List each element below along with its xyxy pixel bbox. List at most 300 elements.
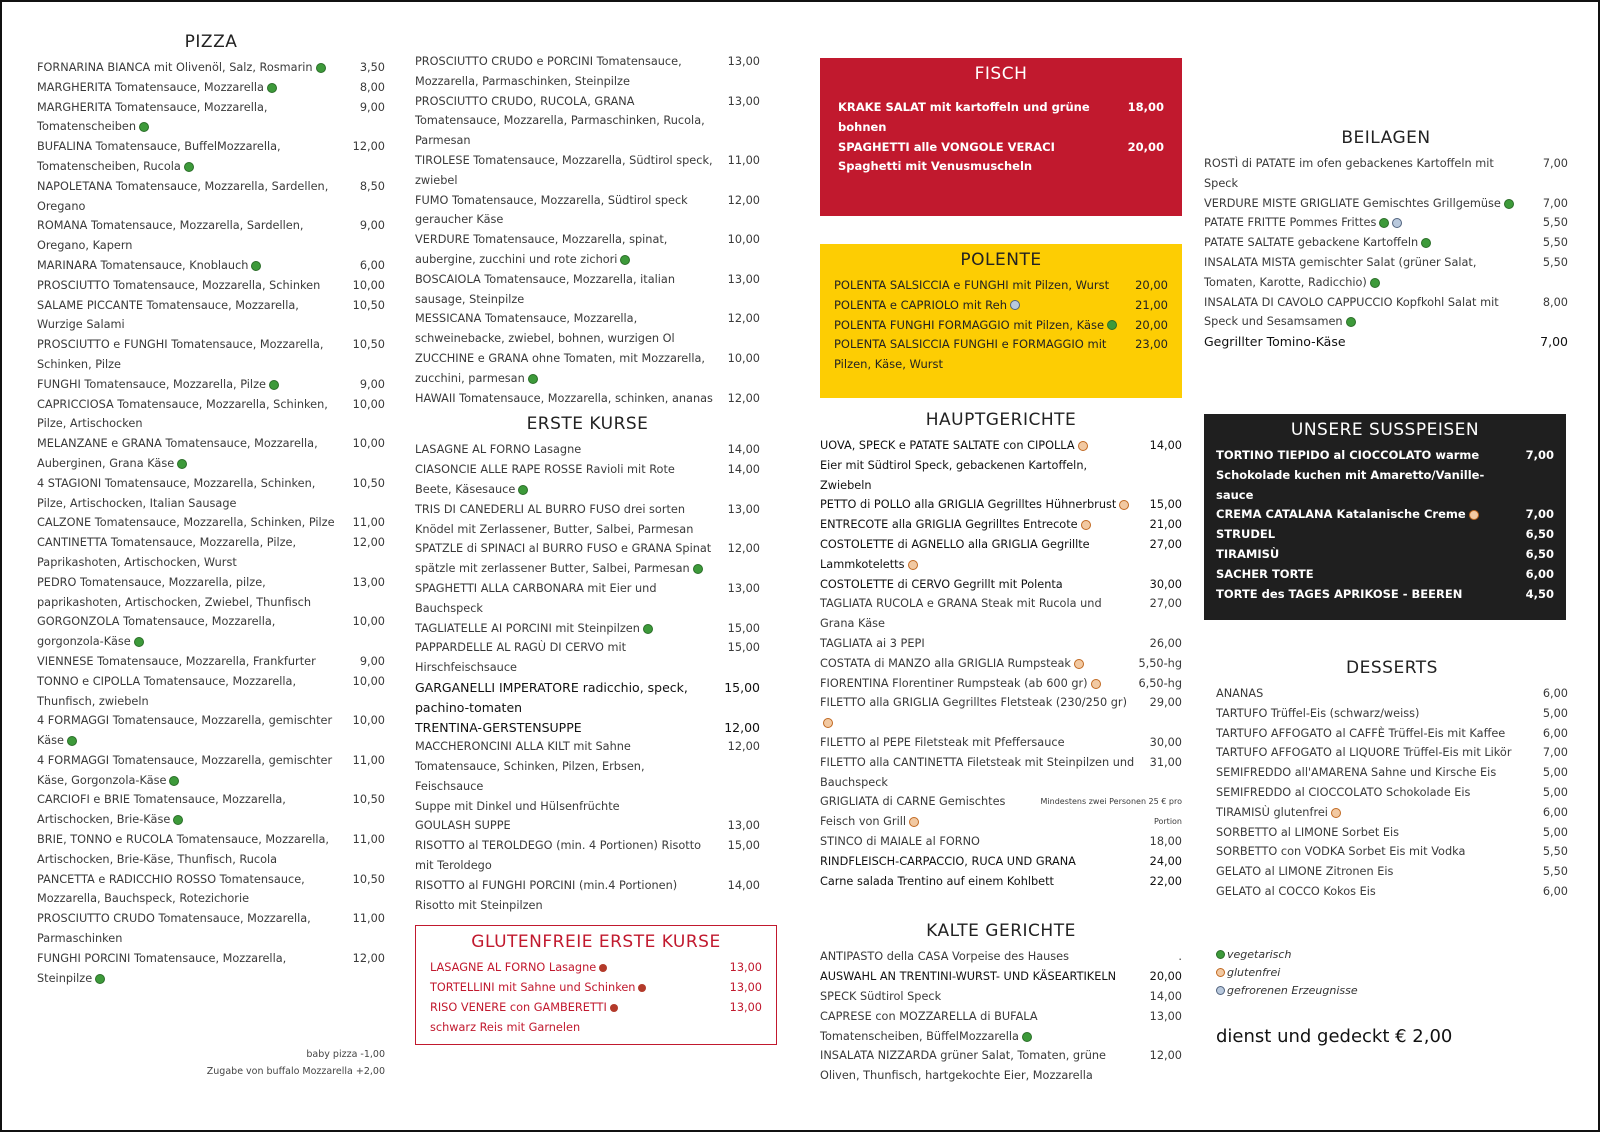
menu-item-price: 26,00: [1149, 636, 1182, 650]
menu-item-name: MESSICANA Tomatensauce, Mozzarella, schweinebacke, zwiebel, bohnen, wurzigen Ol: [415, 312, 675, 346]
menu-item-name: TRIS DI CANEDERLI AL BURRO FUSO drei sorten Knödel mit Zerlassener, Butter, Salbei, Parmesan: [415, 502, 694, 536]
menu-item-price: 20,00: [1149, 970, 1182, 984]
menu-item-name: SPATZLE di SPINACI al BURRO FUSO e GRANA Spinat spätzle mit zerlassener Butter, Salbei, Parmesan: [415, 542, 712, 576]
menu-item-price: 9,00: [359, 654, 385, 668]
menu-item: [820, 1046, 1182, 1086]
buffalo-note: Zugabe von buffalo Mozzarella +2,00: [206, 1066, 385, 1078]
frozen-icon: [1216, 986, 1225, 995]
menu-item-price: 22,00: [1149, 874, 1182, 888]
glutenfree-icon: [1074, 659, 1084, 669]
menu-item-price: 10,00: [352, 615, 385, 629]
menu-item: [37, 98, 385, 138]
menu-item-price: 3,50: [359, 61, 385, 74]
menu-item: [415, 460, 760, 500]
menu-item: [415, 718, 760, 738]
menu-item-name: TONNO e CIPOLLA Tomatensauce, Mozzarella, Thunfisch, zwiebeln: [37, 674, 297, 708]
menu-item-price: 5,00: [1542, 825, 1568, 839]
menu-item-name: BUFALINA Tomatensauce, BuffelMozzarella, Tomatenscheiben, Rucola: [37, 140, 281, 173]
menu-item-name: 4 FORMAGGI Tomatensauce, Mozzarella, gemischter Käse, Gorgonzola-Käse: [37, 753, 333, 787]
menu-item: [415, 151, 760, 191]
menu-item-price: 9,00: [359, 100, 385, 114]
menu-item: [37, 573, 385, 613]
menu-item: [415, 230, 760, 270]
menu-item: [838, 138, 1164, 178]
menu-item-price: 13,00: [727, 272, 760, 286]
menu-item-price: 12,00: [352, 951, 385, 965]
menu-item-name: ROSTÌ di PATATE im ofen gebackenes Kartoffeln mit Speck: [1204, 157, 1494, 190]
menu-item: [820, 535, 1182, 575]
menu-item: [1216, 684, 1568, 704]
menu-item: [1216, 743, 1568, 763]
menu-item-name: PAPPARDELLE AL RAGÙ DI CERVO mit Hirschfeischsauce: [415, 641, 627, 675]
menu-item-price: 20,00: [1127, 139, 1164, 154]
frozen-icon: [1392, 218, 1402, 228]
menu-item-price: 14,00: [727, 878, 760, 892]
menu-item-name: CAPRESE con MOZZARELLA di BUFALA Tomatenscheiben, BüffelMozzarella: [820, 1009, 1038, 1043]
menu-item-name: MARGHERITA Tomatensauce, Mozzarella, Tomatenscheiben: [37, 100, 268, 134]
menu-item-name: SPAGHETTI ALLA CARBONARA mit Eier und Bauchspeck: [415, 581, 657, 615]
menu-item-price: 5,50: [1542, 216, 1568, 230]
menu-item: [415, 500, 760, 540]
menu-item-price: Mindestens zwei Personen 25 € pro Portion: [1040, 797, 1182, 827]
menu-item: [1216, 505, 1554, 525]
menu-item-name: 4 FORMAGGI Tomatensauce, Mozzarella, gemischter Käse: [37, 714, 333, 748]
menu-item: [430, 978, 762, 998]
menu-item: [415, 539, 760, 579]
menu-item: [430, 998, 762, 1018]
menu-item-price: 30,00: [1149, 735, 1182, 749]
menu-item-price: 5,00: [1542, 785, 1568, 799]
menu-item-price: 8,00: [359, 80, 385, 94]
menu-item-name: SPECK Südtirol Speck: [820, 989, 942, 1003]
menu-item: [37, 375, 385, 395]
menu-item-name: COSTATA di MANZO alla GRIGLIA Rumpsteak: [820, 654, 1138, 674]
menu-item-price: 10,50: [352, 872, 385, 886]
menu-item-price: 15,00: [727, 641, 760, 655]
menu-item-name: MARGHERITA Tomatensauce, Mozzarella: [37, 78, 343, 98]
menu-item-name: schwarz Reis mit Garnelen: [430, 1020, 581, 1034]
menu-item-name: SEMIFREDDO al CIOCCOLATO Schokolade Eis: [1216, 785, 1471, 799]
menu-item-price: 11,00: [352, 912, 385, 926]
menu-item-price: 7,00: [1525, 447, 1554, 462]
vegetarian-icon: [1216, 950, 1225, 959]
menu-item: [838, 98, 1164, 138]
menu-item-price: 11,00: [352, 833, 385, 847]
menu-item-price: 11,00: [727, 153, 760, 167]
menu-item: [820, 515, 1182, 535]
vegetarian-icon: [184, 162, 194, 172]
menu-item-price: 6,50: [1525, 527, 1554, 542]
menu-item-price: 10,00: [352, 278, 385, 292]
menu-item: [1216, 446, 1554, 505]
menu-item: [820, 792, 1182, 832]
menu-item: [1216, 783, 1568, 803]
menu-item-price: 13,00: [729, 961, 762, 975]
menu-item: [415, 638, 760, 678]
menu-item: [37, 909, 385, 949]
vegetarian-icon: [528, 374, 538, 384]
pizza2-column: [415, 52, 760, 1045]
menu-item-price: 14,00: [1149, 439, 1182, 452]
menu-item: [820, 987, 1182, 1007]
glutenfree-marker-icon: [638, 984, 646, 992]
menu-item-price: 13,00: [727, 94, 760, 108]
glutenfree-title: GLUTENFREIE ERSTE KURSE: [471, 932, 721, 953]
menu-item: [820, 1007, 1182, 1047]
menu-item-price: 6,00: [359, 258, 385, 272]
menu-item: [834, 276, 1168, 296]
legend: [1204, 946, 1568, 1047]
menu-item-name: ZUCCHINE e GRANA ohne Tomaten, mit Mozzarella, zucchini, parmesan: [415, 351, 706, 385]
vegetarian-icon: [173, 815, 183, 825]
menu-item: [834, 316, 1168, 336]
menu-item: [37, 652, 385, 672]
menu-item: [820, 575, 1182, 595]
desserts-list: [1216, 684, 1568, 902]
menu-item-name: VIENNESE Tomatensauce, Mozzarella, Frankfurter: [37, 654, 316, 668]
menu-item: [37, 790, 385, 830]
polente-list: [834, 276, 1168, 375]
menu-item-name: INSALATA MISTA gemischter Salat (grüner Salat, Tomaten, Karotte, Radicchio): [1204, 255, 1477, 289]
menu-item-name: GARGANELLI IMPERATORE radicchio, speck, pachino-tomaten: [415, 679, 688, 715]
menu-item: [1204, 293, 1568, 333]
menu-item: [415, 579, 760, 619]
service-charge: dienst und gedeckt € 2,00: [1216, 1025, 1453, 1047]
menu-item: [1204, 253, 1568, 293]
glutenfree-icon: [823, 718, 833, 728]
menu-item-name: TIRAMISÙ: [1216, 546, 1280, 561]
menu-item-price: 23,00: [1135, 337, 1168, 352]
menu-item-name: INSALATA NIZZARDA grüner Salat, Tomaten, grüne Oliven, Thunfisch, hartgekochte Eier, Mozzarella: [820, 1049, 1107, 1083]
menu-item-price: .: [1178, 950, 1182, 964]
menu-item-price: 29,00: [1149, 696, 1182, 710]
menu-item-price: 11,00: [352, 516, 385, 530]
menu-item-price: 10,00: [352, 674, 385, 688]
haupt-list: [820, 436, 1182, 891]
menu-item-name: SORBETTO con VODKA Sorbet Eis mit Vodka: [1216, 845, 1466, 859]
glutenfree-icon: [1091, 679, 1101, 689]
pizza-list: [37, 58, 385, 988]
menu-item-price: 5,50: [1542, 255, 1568, 269]
menu-item-price: 6,50-hg: [1138, 676, 1182, 690]
menu-item: [37, 711, 385, 751]
menu-item-price: 10,50: [352, 338, 385, 352]
vegetarian-icon: [251, 261, 261, 271]
menu-item-name: TORTINO TIEPIDO al CIOCCOLATO warme Schokolade kuchen mit Amaretto/Vanille-sauce: [1216, 447, 1485, 502]
vegetarian-icon: [95, 974, 105, 984]
glutenfree-icon: [909, 817, 919, 827]
menu-item-name: STRUDEL: [1216, 527, 1276, 542]
menu-item-price: 13,00: [727, 819, 760, 833]
menu-item: [37, 276, 385, 296]
menu-item: [820, 753, 1182, 793]
menu-item-name: COSTOLETTE di CERVO Gegrillt mit Polenta: [820, 577, 1063, 591]
menu-item-name: KRAKE SALAT mit kartoffeln und grüne bohnen: [838, 100, 1090, 134]
vegetarian-icon: [316, 63, 326, 73]
glutenfree-list: [430, 958, 762, 1037]
pizza-title: PIZZA: [184, 32, 238, 52]
menu-item: [820, 654, 1182, 674]
menu-item-price: 8,00: [1542, 295, 1568, 309]
vegetarian-icon: [67, 736, 77, 746]
menu-item: [37, 751, 385, 791]
menu-item: [834, 335, 1168, 375]
suss-box: [1204, 414, 1566, 620]
menu-item-name: Gegrillter Tomino-Käse: [1204, 334, 1346, 350]
menu-item-name: PETTO di POLLO alla GRIGLIA Gegrilltes Hühnerbrust: [820, 495, 1140, 515]
vegetarian-icon: [267, 83, 277, 93]
menu-item-name: PROSCIUTTO Tomatensauce, Mozzarella, Schinken: [37, 278, 321, 292]
menu-item-price: 5,50-hg: [1138, 656, 1182, 670]
menu-item-price: 18,00: [1149, 834, 1182, 848]
menu-item: [430, 1018, 762, 1038]
menu-item-price: 7,00: [1542, 196, 1568, 210]
erste-title: ERSTE KURSE: [526, 414, 649, 435]
menu-item-name: FUMO Tomatensauce, Mozzarella, Südtirol speck geraucher Käse: [415, 193, 688, 227]
menu-item-price: 12,00: [352, 140, 385, 154]
menu-item: [1204, 194, 1568, 214]
menu-item: [415, 309, 760, 349]
menu-item: [37, 830, 385, 870]
menu-item-price: 14,00: [1149, 989, 1182, 1003]
menu-item-name: Carne salada Trentino auf einem Kohlbett: [820, 874, 1054, 888]
menu-item-price: 24,00: [1149, 854, 1182, 868]
menu-item-name: PATATE SALTATE gebackene Kartoffeln: [1204, 233, 1526, 253]
menu-item: [820, 852, 1182, 872]
menu-item-name: PANCETTA e RADICCHIO ROSSO Tomatensauce, Mozzarella, Bauchspeck, Rotezichorie: [37, 872, 305, 906]
menu-item-name: PROSCIUTTO CRUDO Tomatensauce, Mozzarella, Parmaschinken: [37, 912, 311, 946]
glutenfree-marker-icon: [610, 1004, 618, 1012]
menu-item-name: FILETTO al PEPE Filetsteak mit Pfeffersauce: [820, 735, 1065, 749]
menu-item: [37, 949, 385, 989]
menu-item-name: UOVA, SPECK e PATATE SALTATE con CIPOLLA: [820, 436, 1140, 456]
vegetarian-icon: [269, 380, 279, 390]
glutenfree-icon: [1078, 441, 1088, 451]
menu-item: [820, 947, 1182, 967]
menu-item-price: 6,00: [1542, 726, 1568, 740]
menu-item-name: LASAGNE AL FORNO Lasagne: [415, 443, 582, 457]
menu-item-name: CREMA CATALANA Katalanische Creme: [1216, 505, 1512, 525]
menu-item: [430, 958, 762, 978]
menu-item-price: 15,00: [1149, 498, 1182, 512]
menu-item-name: FUNGHI PORCINI Tomatensauce, Mozzarella, Steinpilze: [37, 951, 287, 985]
menu-item-price: 6,50: [1525, 546, 1554, 561]
menu-item: [37, 137, 385, 177]
menu-item-name: ANANAS: [1216, 686, 1264, 700]
glutenfree-box: [415, 925, 777, 1044]
menu-item: [834, 296, 1168, 316]
menu-item-price: 15,00: [727, 839, 760, 853]
vegetarian-icon: [1421, 238, 1431, 248]
menu-item-price: 5,50: [1542, 865, 1568, 879]
menu-item-price: 13,00: [1149, 1009, 1182, 1023]
menu-item-name: PEDRO Tomatensauce, Mozzarella, pilze, paprikashoten, Artischocken, Zwiebel, Thunfisch: [37, 575, 312, 609]
menu-item: [820, 634, 1182, 654]
menu-item: [37, 78, 385, 98]
erste-list: [415, 440, 760, 915]
menu-item-price: 21,00: [1135, 297, 1168, 312]
menu-item-price: 10,50: [352, 793, 385, 807]
menu-item-name: FILETTO alla GRIGLIA Gegrilltes Fletsteak (230/250 gr): [820, 693, 1140, 733]
menu-item-name: FILETTO alla CANTINETTA Filetsteak mit Steinpilzen und Bauchspeck: [820, 755, 1135, 789]
menu-item-price: 15,00: [727, 621, 760, 635]
menu-item: [1216, 704, 1568, 724]
menu-item: [1204, 332, 1568, 352]
menu-item-price: 5,50: [1542, 845, 1568, 859]
menu-item: [820, 456, 1182, 496]
menu-item: [820, 967, 1182, 987]
menu-item-name: BOSCAIOLA Tomatensauce, Mozzarella, italian sausage, Steinpilze: [415, 272, 676, 306]
menu-item-name: COSTOLETTE di AGNELLO alla GRIGLIA Gegrillte Lammkoteletts: [820, 537, 1090, 571]
menu-item: [37, 177, 385, 217]
menu-item: [37, 256, 385, 276]
menu-item-price: 6,00: [1542, 686, 1568, 700]
polente-title: POLENTE: [960, 250, 1042, 270]
menu-item-name: GOULASH SUPPE: [415, 819, 511, 833]
glutenfree-icon: [1469, 510, 1479, 520]
menu-item-name: RISOTTO al FUNGHI PORCINI (min.4 Portionen) Risotto mit Steinpilzen: [415, 878, 678, 912]
menu-item-name: TRENTINA-GERSTENSUPPE: [415, 719, 582, 735]
menu-item: [37, 296, 385, 336]
vegetarian-icon: [620, 255, 630, 265]
menu-item-price: 30,00: [1149, 577, 1182, 591]
menu-item-name: CANTINETTA Tomatensauce, Mozzarella, Pilze, Paprikashoten, Artischocken, Wurst: [37, 536, 297, 569]
menu-item-name: FUNGHI Tomatensauce, Mozzarella, Pilze: [37, 375, 343, 395]
menu-item-price: 12,00: [1149, 1049, 1182, 1063]
menu-item-name: CARCIOFI e BRIE Tomatensauce, Mozzarella, Artischocken, Brie-Käse: [37, 793, 286, 827]
menu-item-name: TAGLIATA RUCOLA e GRANA Steak mit Rucola und Grana Käse: [820, 597, 1102, 631]
pizza-column: [37, 32, 385, 1080]
menu-item-price: 10,00: [352, 397, 385, 411]
menu-item-name: LASAGNE AL FORNO Lasagne: [430, 958, 720, 978]
menu-item-name: TIROLESE Tomatensauce, Mozzarella, Südtirol speck, zwiebel: [415, 153, 713, 187]
vegetarian-icon: [134, 637, 144, 647]
menu-item-name: GELATO al COCCO Kokos Eis: [1216, 884, 1376, 898]
menu-item-price: 13,00: [727, 581, 760, 595]
menu-item-price: 14,00: [727, 443, 760, 457]
menu-item-price: 10,00: [352, 714, 385, 728]
menu-item-price: 5,00: [1542, 766, 1568, 780]
menu-item-price: 10,50: [352, 476, 385, 490]
glutenfree-icon: [1216, 968, 1225, 977]
menu-item-name: MELANZANE e GRANA Tomatensauce, Mozzarella, Auberginen, Grana Käse: [37, 437, 318, 470]
vegetarian-icon: [643, 624, 653, 634]
glutenfree-icon: [1119, 500, 1129, 510]
menu-item-name: TAGLIATELLE AI PORCINI mit Steinpilzen: [415, 619, 718, 639]
menu-item-price: 14,00: [727, 463, 760, 477]
menu-item: [415, 816, 760, 836]
main-column: [820, 58, 1182, 1086]
menu-item-price: 10,00: [352, 437, 385, 451]
menu-item: [820, 832, 1182, 852]
menu-item: [820, 693, 1182, 733]
menu-item-price: 15,00: [724, 679, 760, 695]
kalte-list: [820, 947, 1182, 1086]
menu-item-name: TARTUFO Trüffel-Eis (schwarz/weiss): [1216, 706, 1420, 720]
menu-item-name: FIORENTINA Florentiner Rumpsteak (ab 600 gr): [820, 674, 1138, 694]
menu-item-name: SORBETTO al LIMONE Sorbet Eis: [1216, 825, 1400, 839]
menu-item: [820, 674, 1182, 694]
menu-item-name: SEMIFREDDO all'AMARENA Sahne und Kirsche Eis: [1216, 766, 1497, 780]
glutenfree-marker-icon: [599, 964, 607, 972]
menu-item-price: 12,00: [727, 193, 760, 207]
menu-item-name: CALZONE Tomatensauce, Mozzarella, Schinken, Pilze: [37, 516, 335, 530]
menu-item-name: SALAME PICCANTE Tomatensauce, Mozzarella, Wurzige Salami: [37, 298, 299, 332]
menu-item-name: TIRAMISÙ glutenfrei: [1216, 803, 1526, 823]
menu-item-name: PROSCIUTTO CRUDO e PORCINI Tomatensauce, Mozzarella, Parmaschinken, Steinpilze: [415, 55, 682, 88]
menu-item: [37, 335, 385, 375]
menu-item-name: GORGONZOLA Tomatensauce, Mozzarella, gorgonzola-Käse: [37, 615, 276, 649]
menu-item-name: 4 STAGIONI Tomatensauce, Mozzarella, Schinken, Pilze, Artischocken, Italian Sausage: [37, 476, 316, 510]
menu-item-price: 7,00: [1540, 334, 1568, 350]
menu-item-price: 20,00: [1135, 278, 1168, 292]
menu-item: [415, 270, 760, 310]
menu-item-price: 9,00: [359, 377, 385, 391]
fisch-box: [820, 58, 1182, 216]
menu-item-price: 12,00: [727, 391, 760, 405]
menu-item-name: NAPOLETANA Tomatensauce, Mozzarella, Sardellen, Oregano: [37, 179, 329, 213]
vegetarian-icon: [1107, 320, 1117, 330]
menu-item-price: 10,00: [727, 351, 760, 365]
menu-item: [415, 191, 760, 231]
fisch-list: [838, 98, 1164, 177]
menu-item-price: 7,00: [1525, 507, 1554, 522]
menu-item-name: ANTIPASTO della CASA Vorpeise des Hauses: [820, 950, 1069, 964]
menu-item-name: BRIE, TONNO e RUCOLA Tomatensauce, Mozzarella, Artischocken, Brie-Käse, Thunfisch, Rucola: [37, 833, 329, 866]
menu-item: [415, 876, 760, 916]
menu-item-price: 13,00: [729, 1001, 762, 1015]
menu-item: [415, 797, 760, 817]
polente-box: [820, 244, 1182, 398]
menu-item-price: 7,00: [1542, 746, 1568, 760]
menu-item-name: VERDURE MISTE GRIGLIATE Gemischtes Grillgemüse: [1204, 194, 1526, 214]
pizza2-list: [415, 52, 760, 408]
vegetarian-icon: [139, 122, 149, 132]
vegetarian-icon: [693, 564, 703, 574]
menu-item-price: 8,50: [359, 179, 385, 193]
menu-item: [37, 216, 385, 256]
menu-item: [415, 52, 760, 92]
menu-item: [1204, 213, 1568, 233]
menu-item: [1204, 233, 1568, 253]
vegetarian-icon: [1379, 218, 1389, 228]
menu-item: [1204, 154, 1568, 194]
menu-item-name: STINCO di MAIALE al FORNO: [820, 834, 980, 848]
menu-item: [1216, 882, 1568, 902]
legend-veg-label: vegetarisch: [1227, 947, 1292, 961]
vegetarian-icon: [518, 485, 528, 495]
menu-item-name: HAWAII Tomatensauce, Mozzarella, schinken, ananas: [415, 391, 713, 405]
menu-item: [415, 619, 760, 639]
menu-item-price: 31,00: [1149, 755, 1182, 769]
menu-item-price: 5,50: [1542, 236, 1568, 250]
menu-item-name: AUSWAHL AN TRENTINI-WURST- UND KÄSEARTIKELN: [820, 970, 1117, 984]
menu-item-price: 10,00: [727, 233, 760, 247]
suss-list: [1216, 446, 1554, 604]
menu-item: [415, 737, 760, 796]
menu-item: [1216, 565, 1554, 585]
menu-item: [1216, 803, 1568, 823]
baby-pizza-note: baby pizza -1,00: [306, 1049, 385, 1061]
menu-item: [37, 533, 385, 573]
haupt-title: HAUPTGERICHTE: [925, 410, 1077, 430]
suss-title: UNSERE SUSSPEISEN: [1290, 419, 1480, 440]
menu-item-price: 27,00: [1149, 537, 1182, 551]
menu-item: [37, 612, 385, 652]
frozen-icon: [1010, 300, 1020, 310]
menu-item-name: FORNARINA BIANCA mit Olivenöl, Salz, Rosmarin: [37, 58, 343, 78]
legend-frozen: [1216, 982, 1568, 1000]
